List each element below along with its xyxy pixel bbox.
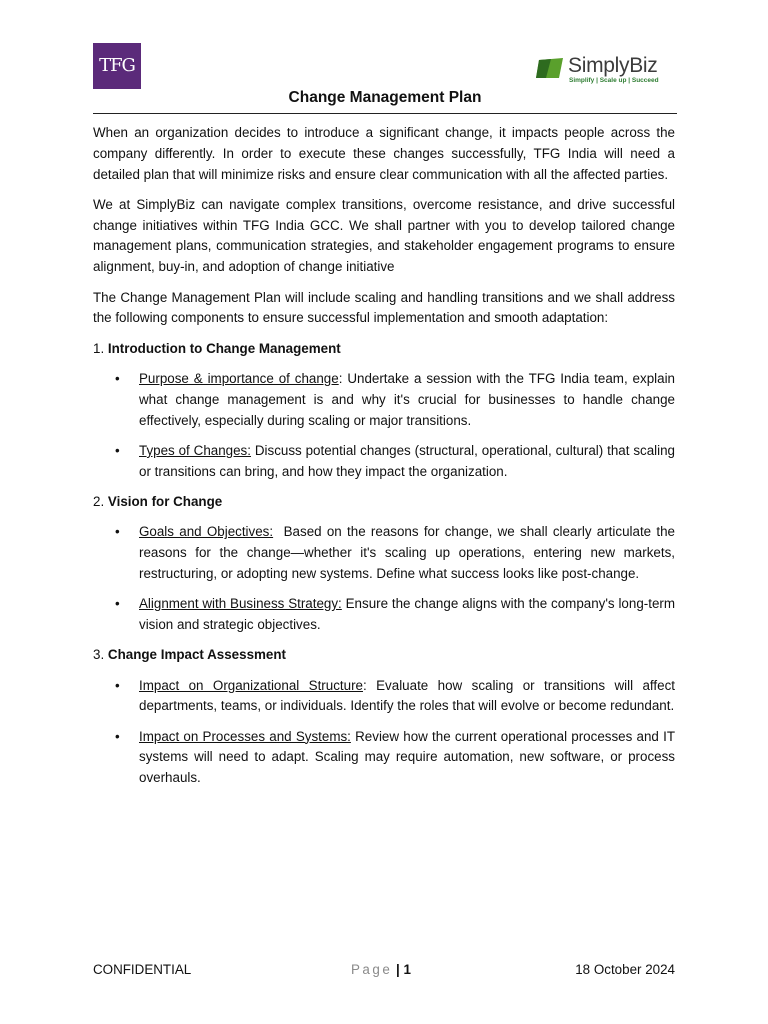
section-title: Vision for Change [107,493,223,509]
item-sep: : [338,370,343,386]
confidential-label: CONFIDENTIAL [93,962,192,977]
item-sep: : [362,677,367,693]
item-term: Alignment with Business Strategy: [139,596,342,612]
page-label: Page [351,962,393,977]
section-heading [93,645,675,666]
section-title: Change Impact Assessment [107,647,287,663]
page-indicator [351,962,411,977]
bullet-list [93,676,675,789]
item-text: Evaluate how scaling or transitions will affect departments, teams, or individuals. Identify the roles that will evolve or become redundant. [139,677,675,714]
page-number: 1 [403,962,411,977]
simplybiz-leaf-icon [536,57,564,79]
item-term: Goals and Objectives: [139,524,274,540]
item-text: Ensure the change aligns with the company's long-term vision and strategic objectives. [139,596,676,632]
page-separator: | [392,962,404,977]
item-term: Impact on Processes and Systems: [139,728,351,744]
bullet-list [93,522,679,635]
list-item [139,594,675,636]
bullet-list [93,369,675,482]
item-text: Undertake a session with the TFG India team, explain what change management is and why it's crucial for businesses to handle change effectively, especially during scaling or major transitions. [139,370,675,428]
list-item [139,727,675,789]
list-item [139,369,675,431]
list-item [139,441,675,483]
intro-paragraph-2: We at SimplyBiz can navigate complex transitions, overcome resistance, and drive successful change initiatives within TFG India GCC. We shall partner with you to develop tailored change management plans, communication strategies, and stakeholder engagement programs to ensure alignment, buy-in, and adoption of change initiative [93,196,675,275]
item-text: Discuss potential changes (structural, operational, cultural) that scaling or transitions can bring, and how they impact the organization. [139,442,676,479]
section-title: Introduction to Change Management [107,340,341,356]
document-body [93,123,679,799]
title-divider [93,113,677,114]
page-title: Change Management Plan [288,89,482,106]
document-date: 18 October 2024 [575,962,675,977]
tfg-logo-text: TFG [99,55,135,76]
list-item [139,522,679,584]
page-footer [93,962,675,982]
intro-paragraph-3: The Change Management Plan will include scaling and handling transitions and we shall address the following components to ensure successful implementation and smooth adaptation: [93,289,675,326]
item-term: Types of Changes: [139,442,251,458]
item-term: Purpose & importance of change [139,370,339,386]
item-term: Impact on Organizational Structure [139,677,363,693]
section-heading [93,339,675,360]
intro-paragraph-1: When an organization decides to introduce a significant change, it impacts people across the company differently. In order to execute these changes successfully, TFG India will need a detailed plan that will minimize risks and ensure clear communication with all the affected parties. [93,125,675,182]
simplybiz-name: SimplyBiz [568,54,658,77]
item-text: Review how the current operational processes and IT systems will need to adapt. Scaling may require automation, new software, or process overhauls. [139,728,675,786]
section-number: 2. [93,493,105,509]
simplybiz-tagline: Simplify | Scale up | Succeed [569,77,659,84]
item-text: Based on the reasons for change, we shall clearly articulate the reasons for the change—whether it's scaling up operations, entering new markets, restructuring, or adopting new systems. Define what success looks like post-change. [139,524,679,581]
section-heading [93,492,675,513]
section-number: 1. [93,340,105,356]
tfg-logo [93,43,141,89]
section-number: 3. [93,647,105,663]
list-item [139,676,675,718]
